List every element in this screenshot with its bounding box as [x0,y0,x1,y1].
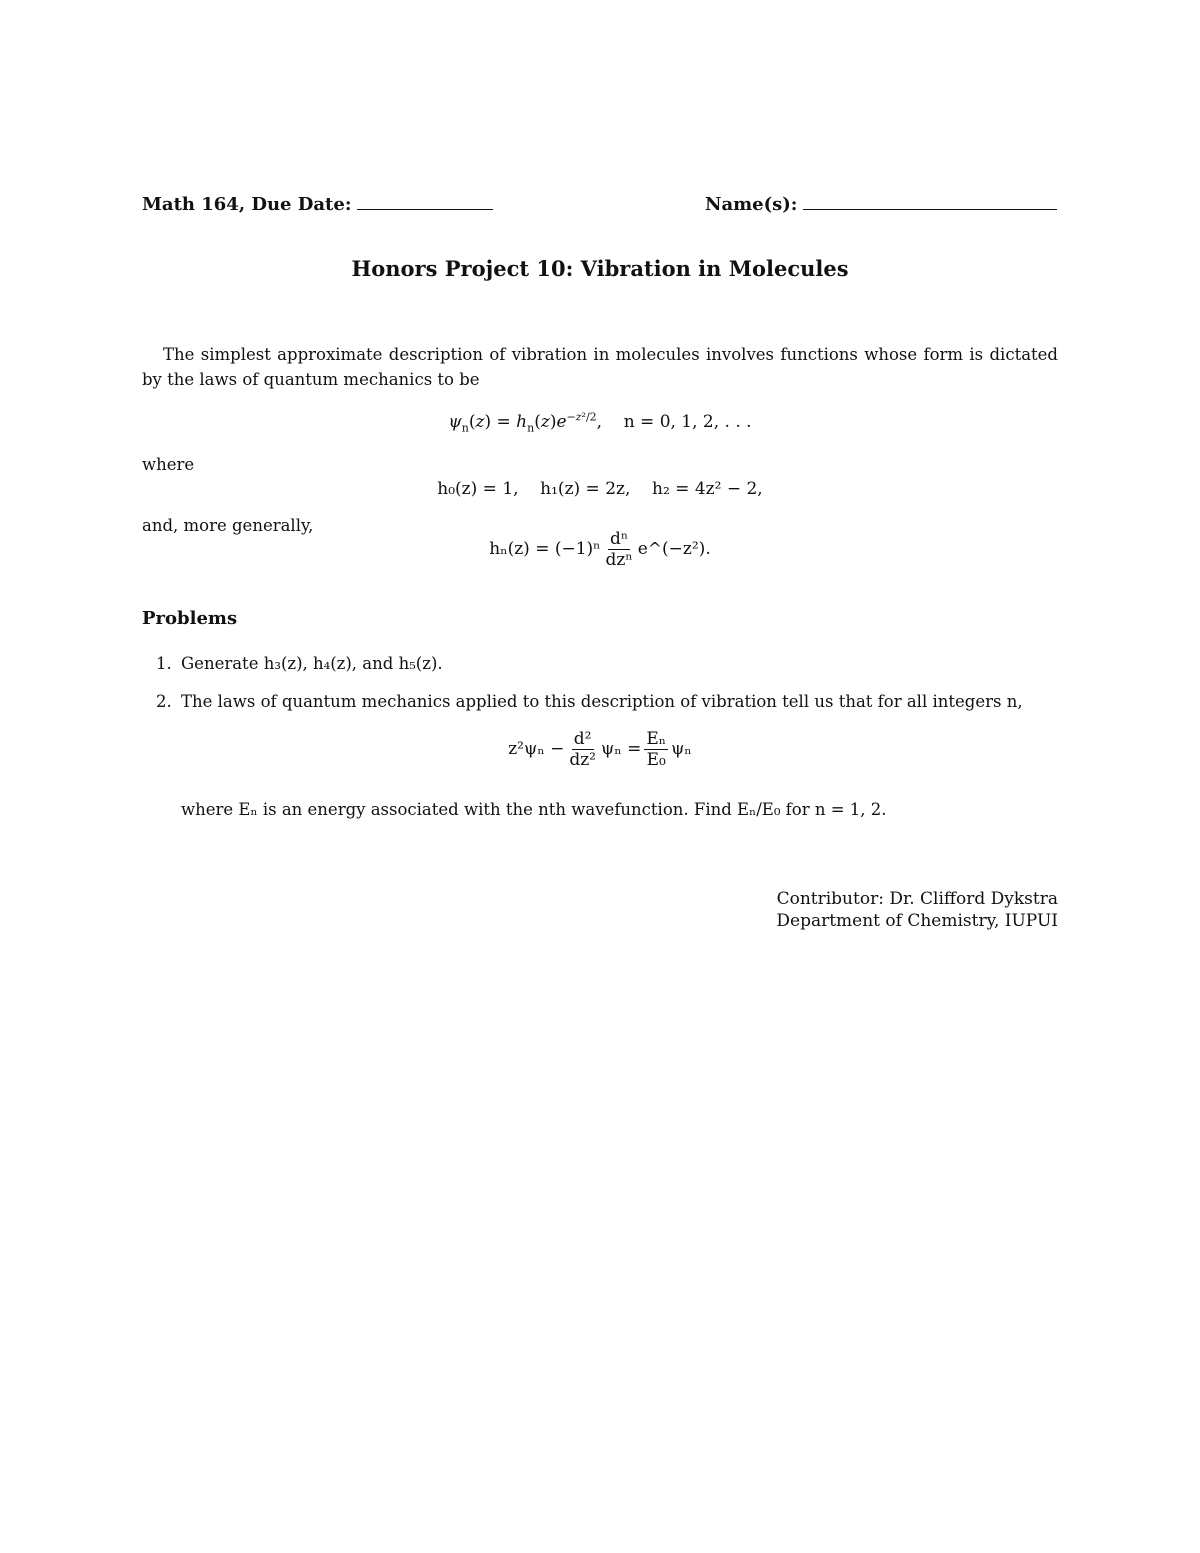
hn-numerator: dⁿ [610,529,629,549]
problem-1-number: 1. [156,654,172,673]
psi-range: n = 0, 1, 2, . . . [623,412,752,432]
sch-rhs: ψₙ [671,739,692,759]
hn-fraction [604,530,635,569]
due-date-header [142,193,493,215]
problem-2-followup: where Eₙ is an energy associated with the nth wavefunction. Find Eₙ/E₀ for n = 1, 2. [181,800,887,819]
page-title: Honors Project 10: Vibration in Molecules [351,256,849,281]
sch-numerator-2: Eₙ [646,729,667,749]
h1-eq: h₁(z) = 2z, [540,479,631,499]
intro-text: The simplest approximate description of vibration in molecules involves functions whose form is dictated by the laws of quantum mechanics to be [142,345,1058,389]
names-blank [803,193,1057,210]
names-header [705,193,1057,215]
hn-rhs: e^(−z²). [637,539,711,559]
more-generally-label: and, more generally, [142,516,314,535]
equation-psi: $\psi_n(z) = h_n(z)e^{-z^2/2}$, n = 0, 1, 2, . . . [448,410,752,435]
problem-2-text: The laws of quantum mechanics applied to this description of vibration tell us that for all integers n, [181,692,1023,711]
equation-hermite-low [0,479,1200,499]
h2-eq: h₂ = 4z² − 2, [652,479,763,499]
sch-fraction-1 [567,730,598,769]
sch-numerator-1: d² [573,729,592,749]
course-due-label: Math 164, Due Date: [142,194,352,215]
contributor-department: Department of Chemistry, IUPUI [776,911,1058,931]
h0-eq: h₀(z) = 1, [437,479,519,499]
where-label: where [142,455,195,474]
problems-heading: Problems [142,608,238,629]
equation-schrodinger [0,730,1200,769]
problem-2-number: 2. [156,692,172,711]
equation-hn [0,530,1200,569]
problem-1 [156,654,443,673]
due-date-blank [357,193,493,210]
contributor-name: Contributor: Dr. Clifford Dykstra [776,889,1058,909]
problem-2 [156,692,1023,711]
hn-lhs: hₙ(z) = (−1)ⁿ [489,539,601,559]
sch-denominator-1: dz² [569,750,596,770]
sch-lhs: z²ψₙ − [508,739,565,759]
problem-1-text: Generate h₃(z), h₄(z), and h₅(z). [181,654,443,673]
contributor-block [776,888,1058,932]
sch-fraction-2 [644,730,668,769]
intro-paragraph [142,342,1058,392]
sch-denominator-2: E₀ [646,750,666,770]
hn-denominator: dzⁿ [605,550,633,570]
names-label: Name(s): [705,194,798,215]
sch-mid: ψₙ = [600,739,642,759]
